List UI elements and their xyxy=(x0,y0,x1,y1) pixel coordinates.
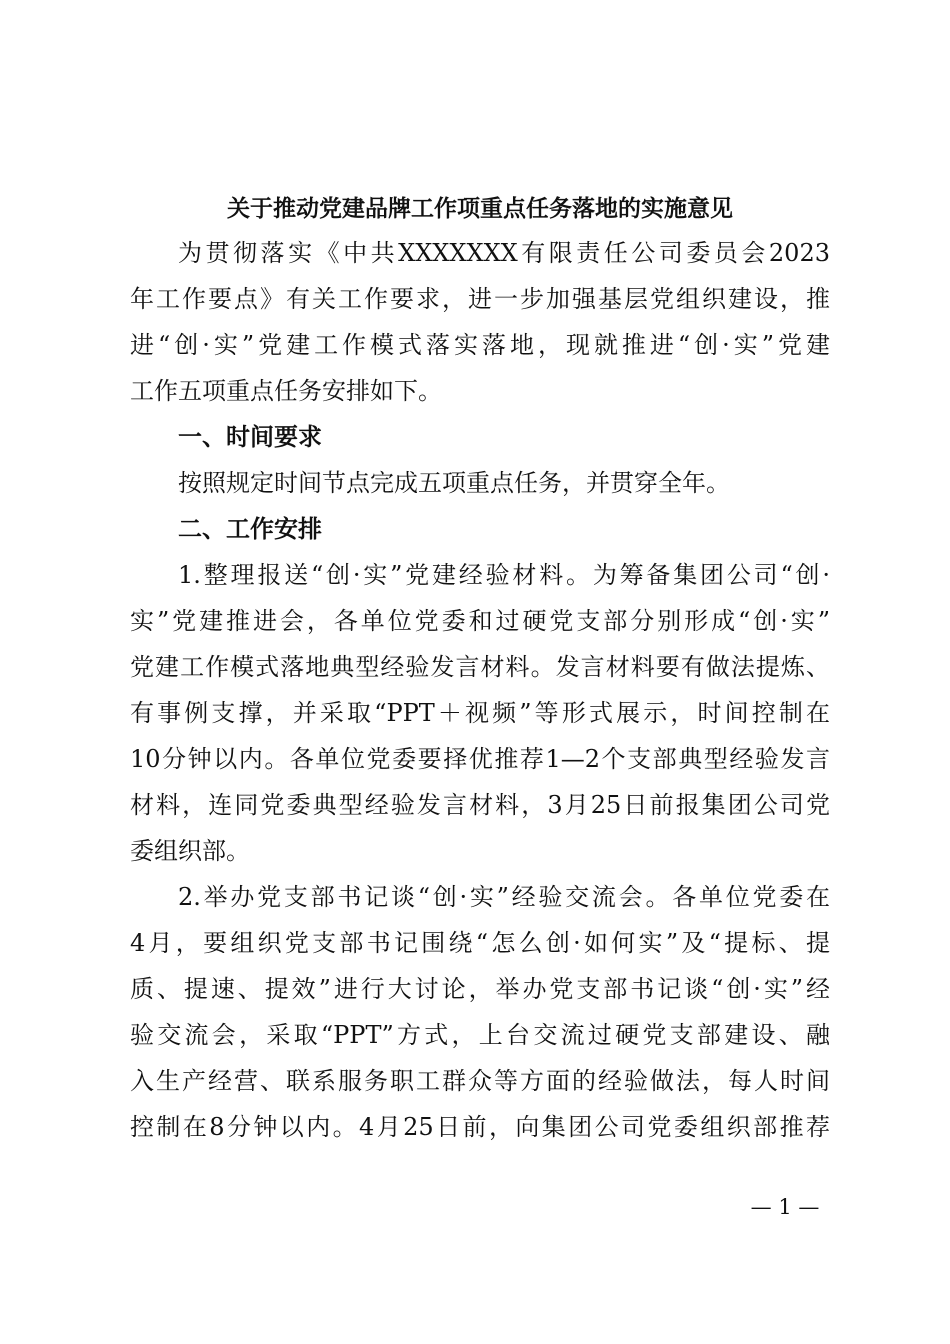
page-number xyxy=(0,1192,950,1222)
item2-line-1: 2.举办党支部书记谈“创·实”经验交流会。各单位党委在 xyxy=(178,883,830,911)
item1-line-2: 实”党建推进会，各单位党委和过硬党支部分别形成“创·实” xyxy=(130,607,830,635)
item2-line-2: 4月，要组织党支部书记围绕“怎么创·如何实”及“提标、提 xyxy=(130,929,830,957)
section-heading-time-requirements: 一、时间要求 xyxy=(178,423,322,451)
section1-body: 按照规定时间节点完成五项重点任务，并贯穿全年。 xyxy=(178,469,730,497)
page-number-text: — 1 — xyxy=(750,1195,820,1219)
item1-line-4: 有事例支撑，并采取“PPT＋视频”等形式展示，时间控制在 xyxy=(130,699,830,727)
item1-line-5: 10分钟以内。各单位党委要择优推荐1—2个支部典型经验发言 xyxy=(130,745,830,773)
item1-line-7: 委组织部。 xyxy=(130,837,250,865)
item2-line-3: 质、提速、提效”进行大讨论，举办党支部书记谈“创·实”经 xyxy=(130,975,830,1003)
section-heading-work-arrangements: 二、工作安排 xyxy=(178,515,322,543)
item1-line-3: 党建工作模式落地典型经验发言材料。发言材料要有做法提炼、 xyxy=(130,653,830,681)
intro-line-3: 进“创·实”党建工作模式落实落地，现就推进“创·实”党建 xyxy=(130,331,830,359)
intro-line-1: 为贯彻落实《中共XXXXXXX有限责任公司委员会2023 xyxy=(178,239,830,267)
intro-line-4: 工作五项重点任务安排如下。 xyxy=(130,377,442,405)
item1-line-6: 材料，连同党委典型经验发言材料，3月25日前报集团公司党 xyxy=(130,791,830,819)
item2-line-4: 验交流会，采取“PPT”方式，上台交流过硬党支部建设、融 xyxy=(130,1021,830,1049)
intro-line-2: 年工作要点》有关工作要求，进一步加强基层党组织建设，推 xyxy=(130,285,830,313)
item2-line-6: 控制在8分钟以内。4月25日前，向集团公司党委组织部推荐 xyxy=(130,1113,830,1141)
item1-line-1: 1.整理报送“创·实”党建经验材料。为筹备集团公司“创· xyxy=(178,561,830,589)
item2-line-5: 入生产经营、联系服务职工群众等方面的经验做法，每人时间 xyxy=(130,1067,830,1095)
document-title: 关于推动党建品牌工作项重点任务落地的实施意见 xyxy=(227,196,733,222)
